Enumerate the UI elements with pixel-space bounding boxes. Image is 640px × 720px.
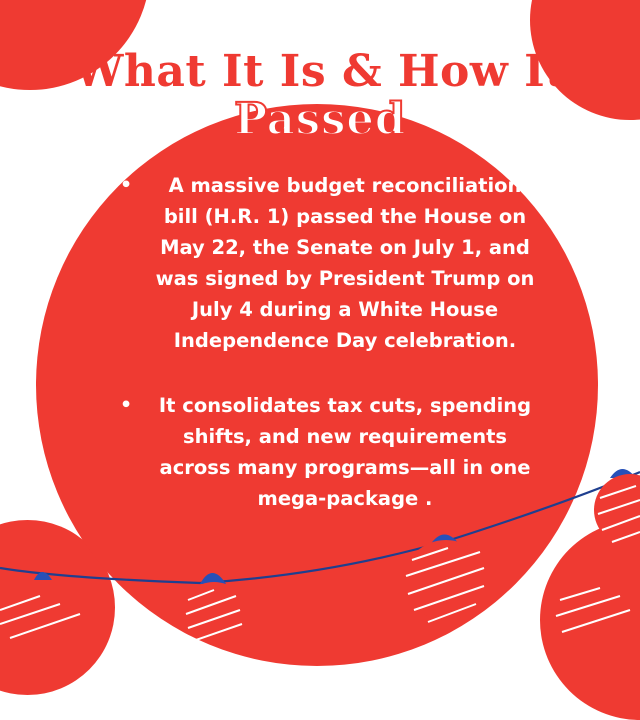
- paper-lantern-icon: [404, 535, 488, 623]
- bullet-marker: •: [120, 174, 133, 196]
- bullet-marker: •: [120, 394, 133, 416]
- bullet-text: A massive budget reconciliation bill (H.R. 1) passed the House on May 22, the Senate on July 1, and was signed by President Trump on July 4 during a White House Independence Day celebration.: [155, 174, 535, 352]
- page-title-outlined: Passed: [234, 94, 406, 145]
- bullet-text: It consolidates tax cuts, spending shifts, and new requirements across many programs—all in one mega-package .: [158, 394, 532, 510]
- page-title: What It Is & How It: [73, 46, 567, 97]
- paper-lantern-icon: [594, 469, 640, 546]
- garland-string: [0, 472, 640, 583]
